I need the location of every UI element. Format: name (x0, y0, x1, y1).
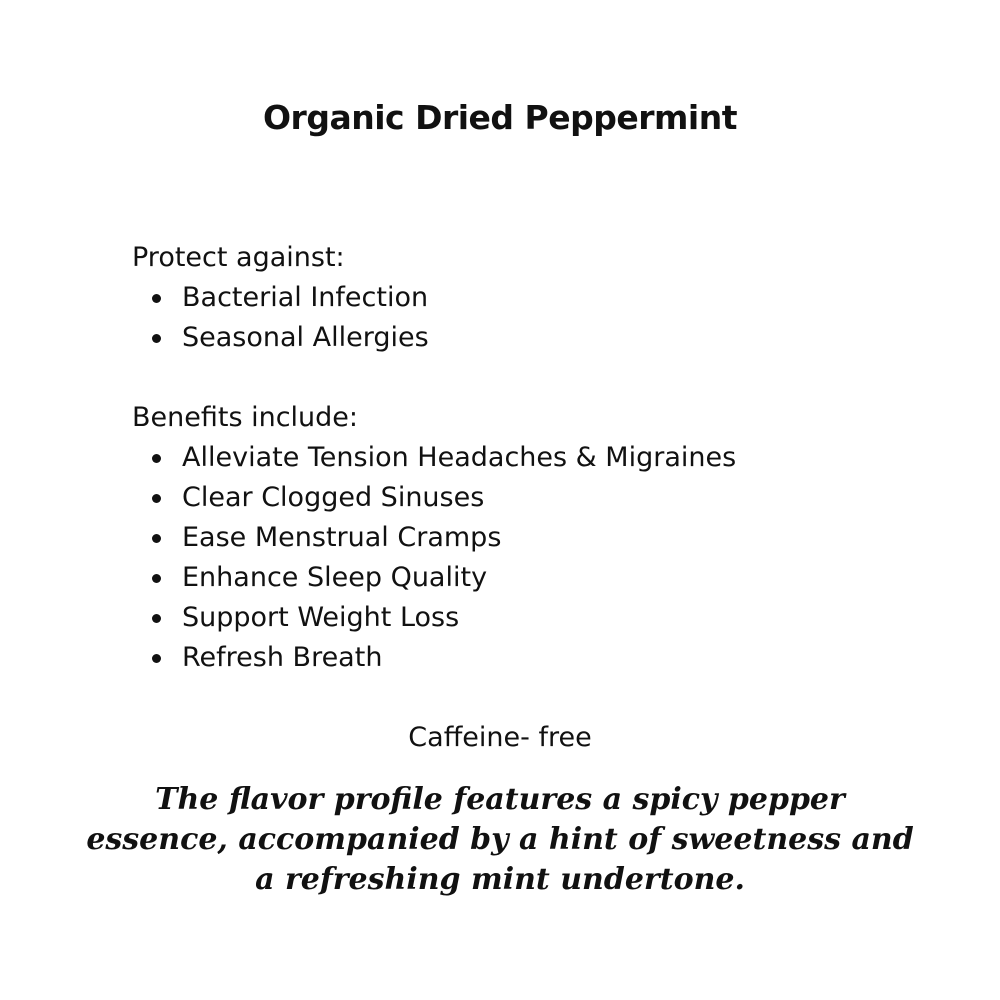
benefits-heading: Benefits include: (132, 402, 359, 433)
list-item-label: Clear Clogged Sinuses (182, 482, 485, 513)
list-item-label: Bacterial Infection (182, 282, 429, 313)
list-item-label: Refresh Breath (182, 642, 383, 673)
protect-list (132, 278, 892, 358)
bullet-icon (152, 294, 161, 303)
bullet-icon (152, 454, 161, 463)
page-title: Organic Dried Peppermint (263, 98, 737, 137)
benefits-section (132, 398, 892, 678)
list-item-label: Enhance Sleep Quality (182, 562, 488, 593)
bullet-icon (152, 574, 161, 583)
list-item (132, 598, 892, 638)
benefits-list (132, 438, 892, 678)
bullet-icon (152, 654, 161, 663)
list-item-label: Ease Menstrual Cramps (182, 522, 502, 553)
list-item (132, 318, 892, 358)
bullet-icon (152, 534, 161, 543)
list-item (132, 638, 892, 678)
list-item-label: Seasonal Allergies (182, 322, 429, 353)
bullet-icon (152, 494, 161, 503)
protect-section (132, 238, 892, 358)
list-item (132, 558, 892, 598)
list-item (132, 518, 892, 558)
list-item-label: Support Weight Loss (182, 602, 460, 633)
protect-heading: Protect against: (132, 242, 345, 273)
list-item (132, 438, 892, 478)
list-item (132, 278, 892, 318)
caffeine-note: Caffeine- free (408, 722, 592, 753)
bullet-icon (152, 614, 161, 623)
list-item (132, 478, 892, 518)
list-item-label: Alleviate Tension Headaches & Migraines (182, 442, 737, 473)
flavor-description: The flavor profile features a spicy pepper essence, accompanied by a hint of sweetness and a refreshing mint undertone. (86, 782, 914, 897)
bullet-icon (152, 334, 161, 343)
